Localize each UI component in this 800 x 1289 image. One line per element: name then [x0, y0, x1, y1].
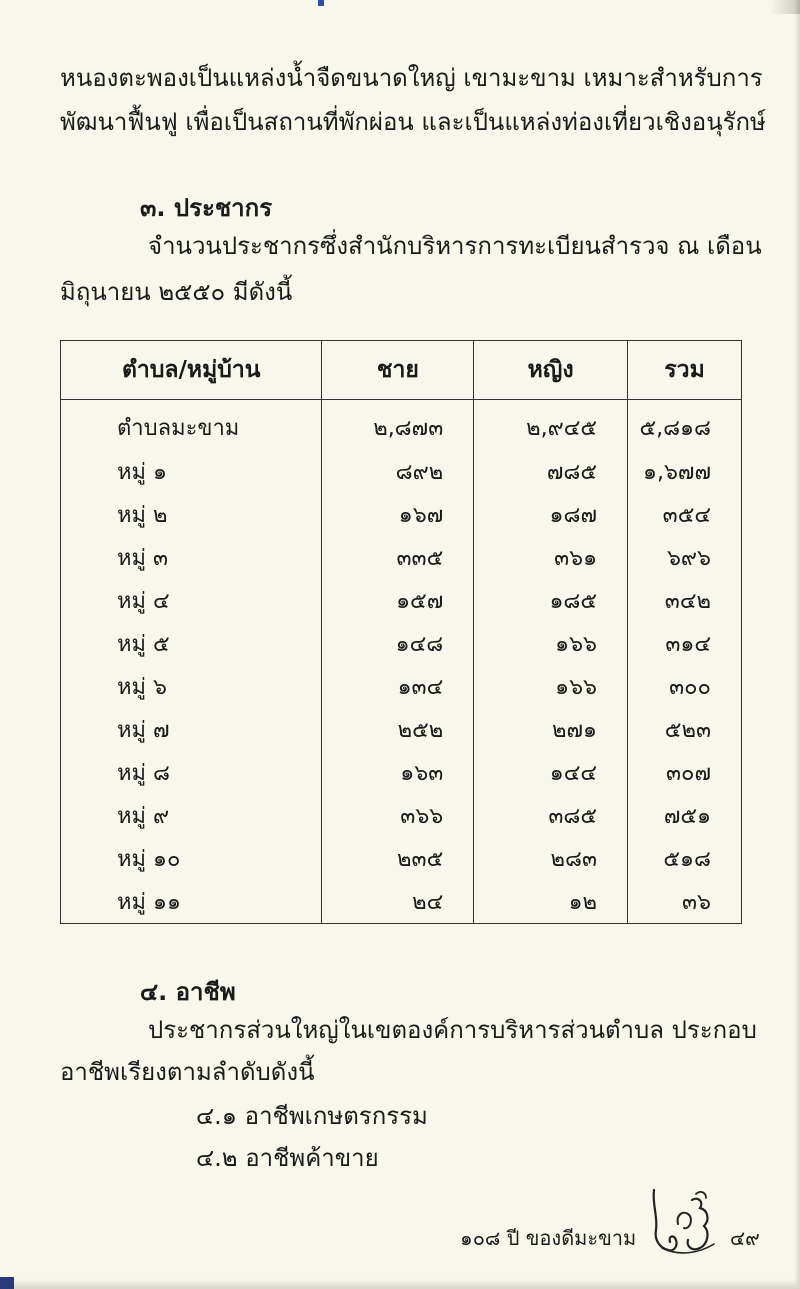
- population-table: [60, 340, 742, 924]
- section-4-heading: ๔. อาชีพ: [140, 978, 236, 1006]
- row-female: ๗๘๕: [474, 450, 628, 493]
- section-3-line-1: จำนวนประชากรซึ่งสำนักบริหารการทะเบียนสำรวจ ณ เดือน: [148, 232, 762, 260]
- table-row: [61, 622, 742, 665]
- row-name: ตำบลมะขาม: [61, 400, 322, 450]
- section-3-heading: ๓. ประชากร: [140, 194, 273, 222]
- intro-line-1: หนองตะพองเป็นแหล่งน้ำจืดขนาดใหญ่ เขามะขาม เหมาะสำหรับการ: [60, 64, 763, 92]
- row-male: ๒๕๒: [322, 708, 474, 751]
- footer-caption: ๑๐๘ ปี ของดีมะขาม: [460, 1226, 637, 1250]
- table-row: [61, 665, 742, 708]
- row-female: ๑๖๖: [474, 622, 628, 665]
- table-row: [61, 536, 742, 579]
- row-female: ๒๗๑: [474, 708, 628, 751]
- section-3-line-2: มิถุนายน ๒๕๕๐ มีดังนี้: [60, 278, 293, 306]
- header-village: ตำบล/หมู่บ้าน: [61, 341, 322, 400]
- row-male: ๑๓๔: [322, 665, 474, 708]
- row-total: ๓๑๔: [628, 622, 742, 665]
- row-male: ๓๓๕: [322, 536, 474, 579]
- row-name: หมู่ ๙: [61, 794, 322, 837]
- population-table-grid: [60, 340, 742, 924]
- row-female: ๑๖๖: [474, 665, 628, 708]
- header-female: หญิง: [474, 341, 628, 400]
- row-male: ๒๔: [322, 880, 474, 924]
- row-name: หมู่ ๑: [61, 450, 322, 493]
- header-total: รวม: [628, 341, 742, 400]
- row-total: ๕๑๘: [628, 837, 742, 880]
- row-total: ๑,๖๗๗: [628, 450, 742, 493]
- table-row: [61, 880, 742, 924]
- row-total: ๕,๘๑๘: [628, 400, 742, 450]
- row-female: ๑๘๗: [474, 493, 628, 536]
- blue-ink-mark: [318, 0, 324, 6]
- page-number: ๔๙: [730, 1226, 760, 1250]
- intro-line-2: พัฒนาฟื้นฟู เพื่อเป็นสถานที่พักผ่อน และเป็นแหล่งท่องเที่ยวเชิงอนุรักษ์: [60, 108, 766, 136]
- row-name: หมู่ ๗: [61, 708, 322, 751]
- corner-mark: [0, 1277, 14, 1289]
- row-female: ๓๖๑: [474, 536, 628, 579]
- row-female: ๒๘๓: [474, 837, 628, 880]
- page-edge-shadow: [794, 0, 800, 1289]
- row-female: ๒,๙๔๕: [474, 400, 628, 450]
- row-male: ๘๙๒: [322, 450, 474, 493]
- emblem-logo-icon: [648, 1186, 720, 1256]
- row-total: ๓๐๐: [628, 665, 742, 708]
- row-male: ๑๕๗: [322, 579, 474, 622]
- table-row: [61, 400, 742, 450]
- row-male: ๒,๘๗๓: [322, 400, 474, 450]
- row-female: ๑๒: [474, 880, 628, 924]
- row-female: ๓๘๕: [474, 794, 628, 837]
- row-name: หมู่ ๘: [61, 751, 322, 794]
- row-male: ๒๓๕: [322, 837, 474, 880]
- table-row: [61, 708, 742, 751]
- row-total: ๓๖: [628, 880, 742, 924]
- table-row: [61, 493, 742, 536]
- row-male: ๑๖๓: [322, 751, 474, 794]
- row-total: ๕๒๓: [628, 708, 742, 751]
- row-name: หมู่ ๔: [61, 579, 322, 622]
- row-total: ๖๙๖: [628, 536, 742, 579]
- page-bottom-edge: [0, 1279, 800, 1289]
- row-total: ๓๐๗: [628, 751, 742, 794]
- section-4-line-2: อาชีพเรียงตามลำดับดังนี้: [60, 1058, 315, 1086]
- occupation-item: ๔.๑ อาชีพเกษตรกรรม: [196, 1102, 428, 1130]
- table-row: [61, 450, 742, 493]
- row-name: หมู่ ๓: [61, 536, 322, 579]
- header-male: ชาย: [322, 341, 474, 400]
- section-4-line-1: ประชากรส่วนใหญ่ในเขตองค์การบริหารส่วนตำบล ประกอบ: [148, 1016, 757, 1044]
- row-name: หมู่ ๑๑: [61, 880, 322, 924]
- table-row: [61, 579, 742, 622]
- row-total: ๓๔๒: [628, 579, 742, 622]
- table-row: [61, 837, 742, 880]
- table-row: [61, 751, 742, 794]
- row-name: หมู่ ๒: [61, 493, 322, 536]
- row-total: ๓๕๔: [628, 493, 742, 536]
- row-male: ๑๔๘: [322, 622, 474, 665]
- table-row: [61, 794, 742, 837]
- row-female: ๑๘๕: [474, 579, 628, 622]
- row-male: ๓๖๖: [322, 794, 474, 837]
- table-header-row: [61, 341, 742, 400]
- row-total: ๗๕๑: [628, 794, 742, 837]
- row-name: หมู่ ๑๐: [61, 837, 322, 880]
- row-name: หมู่ ๖: [61, 665, 322, 708]
- row-name: หมู่ ๕: [61, 622, 322, 665]
- page-footer: [460, 1222, 760, 1254]
- occupation-item: ๔.๒ อาชีพค้าขาย: [196, 1144, 379, 1172]
- row-female: ๑๔๔: [474, 751, 628, 794]
- row-male: ๑๖๗: [322, 493, 474, 536]
